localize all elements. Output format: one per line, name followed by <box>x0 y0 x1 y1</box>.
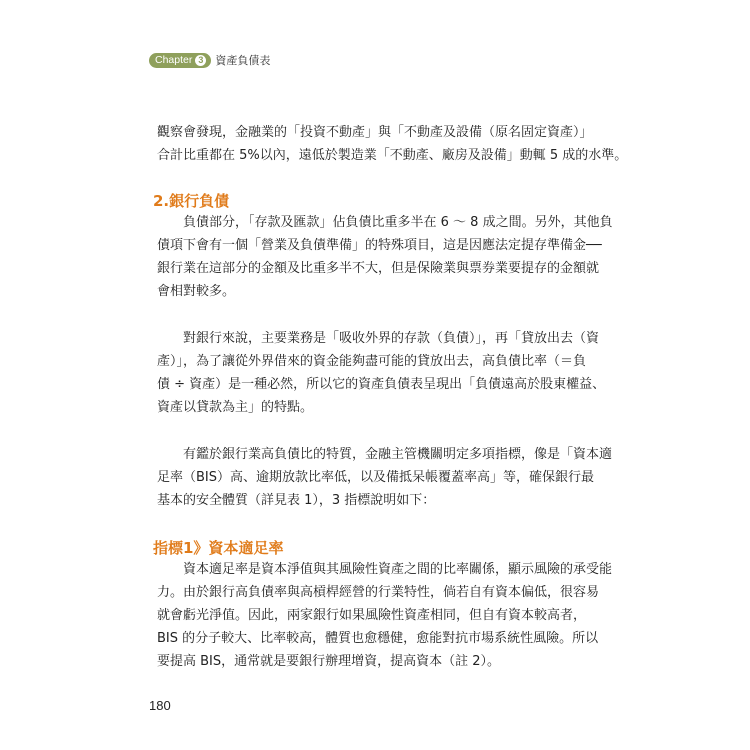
running-header <box>149 52 270 68</box>
paragraph <box>157 327 606 419</box>
chapter-label: Chapter <box>155 53 193 66</box>
text-line: BIS 的分子較大、比率較高，體質也愈穩健，愈能對抗市場系統性風險。所以 <box>157 631 599 646</box>
text-line: 基本的安全體質（詳見表 1），3 指標說明如下： <box>157 493 436 508</box>
section-heading: 2.銀行負債 <box>153 192 230 210</box>
text-line: 觀察會發現，金融業的「投資不動產」與「不動產及設備（原名固定資產）」 <box>157 125 593 140</box>
text-line: 有鑑於銀行業高負債比的特質，金融主管機關明定多項指標，像是「資本適 <box>183 447 613 462</box>
page-number: 180 <box>149 698 171 713</box>
text-line: 要提高 BIS，通常就是要銀行辦理增資，提高資本（註 2）。 <box>157 654 501 669</box>
text-line: 合計比重都在 5%以內，遠低於製造業「不動產、廠房及設備」動輒 5 成的水準。 <box>157 148 628 163</box>
text-line: 會相對較多。 <box>157 284 236 299</box>
text-line: 產）」，為了讓從外界借來的資金能夠盡可能的貸放出去，高負債比率（＝負 <box>157 354 587 369</box>
text-line: 銀行業在這部分的金額及比重多半不大，但是保險業與票券業要提存的金額就 <box>157 261 600 276</box>
chapter-badge <box>149 53 211 68</box>
paragraph <box>157 211 613 303</box>
indicator-heading: 指標1》資本適足率 <box>153 539 284 557</box>
text-line: 負債部分，「存款及匯款」佔負債比重多半在 6 ～ 8 成之間。另外，其他負 <box>183 215 613 230</box>
text-line: 足率（BIS）高、逾期放款比率低，以及備抵呆帳覆蓋率高」等，確保銀行最 <box>157 470 595 485</box>
intro-paragraph <box>157 121 628 167</box>
paragraph <box>157 443 613 512</box>
chapter-number: 3 <box>195 55 206 66</box>
text-line: 就會虧光淨值。因此，兩家銀行如果風險性資產相同，但自有資本較高者， <box>157 608 587 623</box>
text-line: 力。由於銀行高負債率與高槓桿經營的行業特性，倘若自有資本偏低，很容易 <box>157 585 600 600</box>
chapter-title: 資產負債表 <box>215 54 271 67</box>
text-line: 債 ÷ 資產）是一種必然，所以它的資產負債表呈現出「負債遠高於股東權益、 <box>157 377 606 392</box>
text-line: 資本適足率是資本淨值與其風險性資產之間的比率關係，顯示風險的承受能 <box>183 562 613 577</box>
paragraph <box>157 558 613 673</box>
text-line: 對銀行來說，主要業務是「吸收外界的存款（負債）」，再「貸放出去（資 <box>183 331 600 346</box>
text-line: 債項下會有一個「營業及負債準備」的特殊項目，這是因應法定提存準備金── <box>157 238 602 253</box>
text-line: 資產以貸款為主」的特點。 <box>157 400 314 415</box>
